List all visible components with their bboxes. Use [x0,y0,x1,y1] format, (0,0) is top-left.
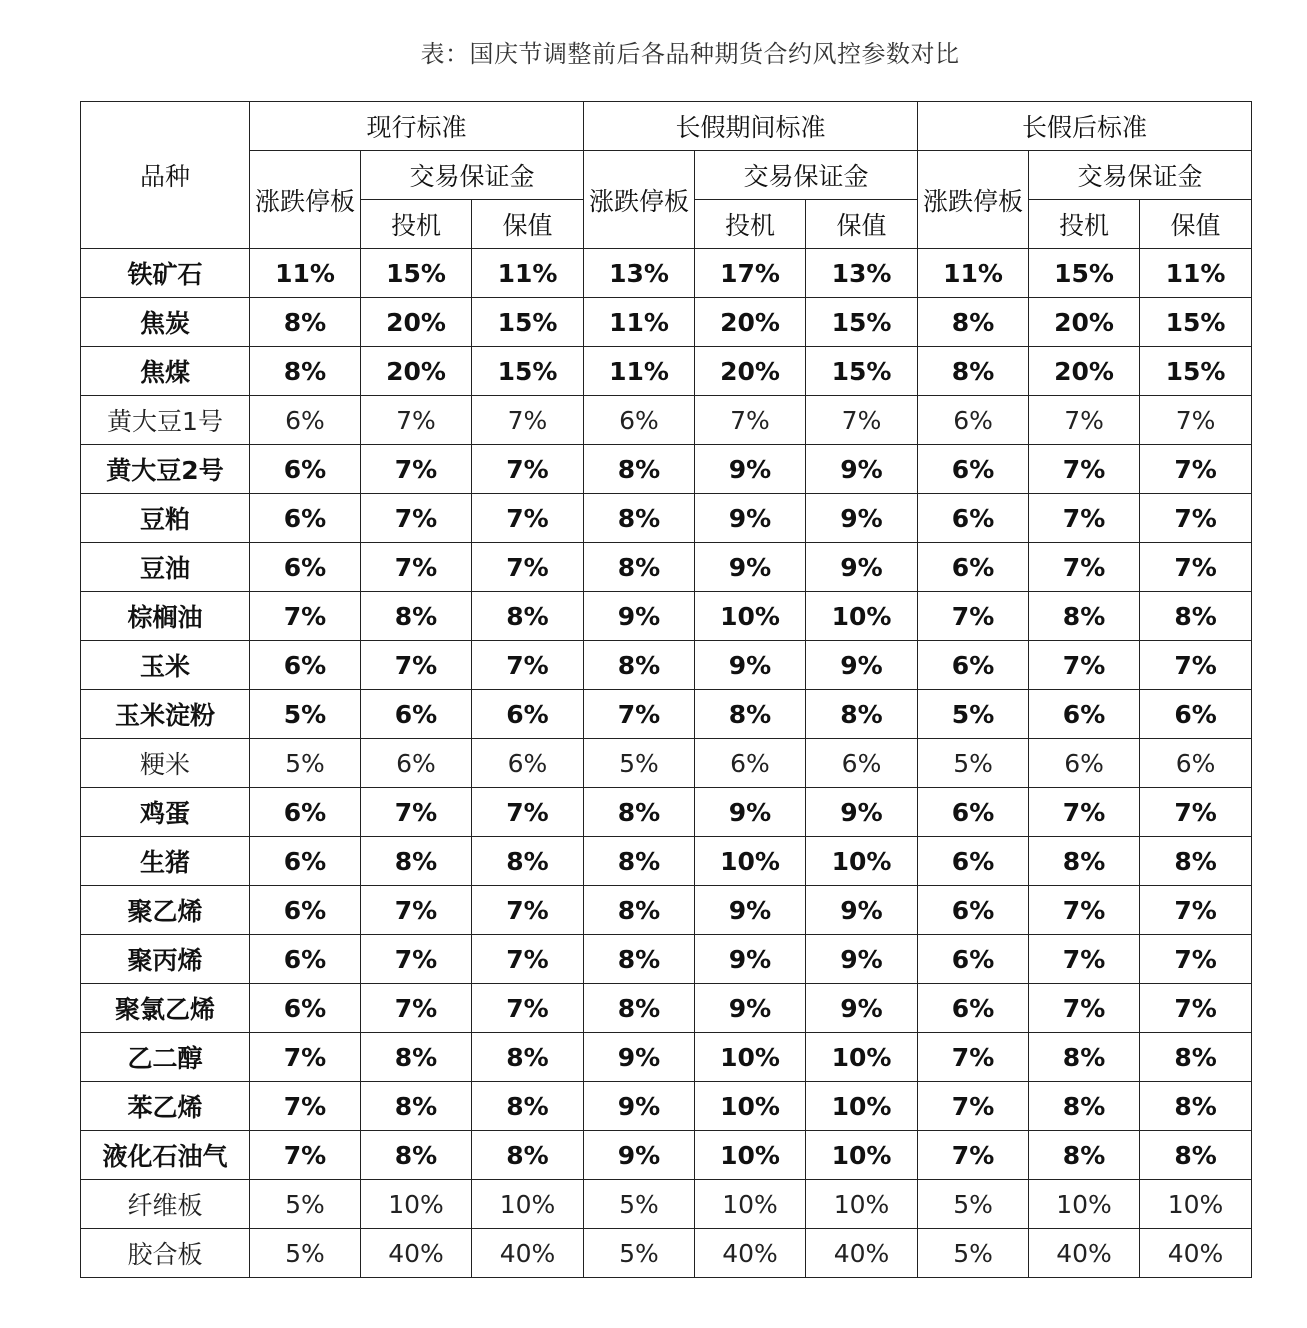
header-group-holiday: 长假期间标准 [584,102,918,151]
table-row [81,1033,1252,1082]
value-cell: 15% [1140,298,1252,347]
variety-name: 聚乙烯 [81,886,250,935]
value-cell: 7% [472,641,584,690]
value-cell: 7% [1029,494,1140,543]
value-cell: 7% [472,494,584,543]
table-row [81,935,1252,984]
table-row [81,543,1252,592]
table-row [81,249,1252,298]
value-cell: 9% [695,788,806,837]
variety-name: 液化石油气 [81,1131,250,1180]
value-cell: 8% [584,935,695,984]
value-cell: 6% [1140,690,1252,739]
value-cell: 9% [806,641,918,690]
table-row [81,984,1252,1033]
value-cell: 11% [918,249,1029,298]
value-cell: 7% [361,543,472,592]
value-cell: 40% [1029,1229,1140,1278]
value-cell: 8% [361,1131,472,1180]
value-cell: 10% [806,1033,918,1082]
value-cell: 10% [472,1180,584,1229]
value-cell: 5% [250,1180,361,1229]
value-cell: 9% [695,641,806,690]
value-cell: 8% [584,984,695,1033]
value-cell: 6% [472,739,584,788]
value-cell: 9% [806,984,918,1033]
value-cell: 15% [1029,249,1140,298]
value-cell: 13% [806,249,918,298]
value-cell: 8% [584,494,695,543]
value-cell: 6% [806,739,918,788]
value-cell: 15% [806,298,918,347]
variety-name: 粳米 [81,739,250,788]
value-cell: 6% [918,543,1029,592]
variety-name: 胶合板 [81,1229,250,1278]
variety-name: 纤维板 [81,1180,250,1229]
variety-name: 乙二醇 [81,1033,250,1082]
value-cell: 7% [361,935,472,984]
value-cell: 8% [584,543,695,592]
value-cell: 20% [1029,298,1140,347]
table-row [81,592,1252,641]
value-cell: 8% [472,592,584,641]
value-cell: 7% [250,1033,361,1082]
variety-name: 铁矿石 [81,249,250,298]
value-cell: 7% [472,984,584,1033]
value-cell: 15% [1140,347,1252,396]
value-cell: 8% [361,592,472,641]
value-cell: 5% [250,1229,361,1278]
variety-name: 生猪 [81,837,250,886]
table-row [81,739,1252,788]
variety-name: 玉米淀粉 [81,690,250,739]
value-cell: 6% [250,445,361,494]
value-cell: 9% [695,886,806,935]
value-cell: 10% [695,1082,806,1131]
value-cell: 7% [250,1131,361,1180]
value-cell: 8% [1029,592,1140,641]
value-cell: 6% [918,837,1029,886]
table-title: 表：国庆节调整前后各品种期货合约风控参数对比 [420,40,960,68]
value-cell: 9% [695,494,806,543]
risk-parameter-table [80,101,1252,1278]
header-margin: 交易保证金 [695,151,918,200]
value-cell: 7% [918,1082,1029,1131]
variety-name: 豆粕 [81,494,250,543]
value-cell: 8% [250,347,361,396]
table-row [81,1229,1252,1278]
value-cell: 11% [1140,249,1252,298]
value-cell: 7% [361,494,472,543]
value-cell: 7% [472,886,584,935]
value-cell: 40% [1140,1229,1252,1278]
value-cell: 7% [361,396,472,445]
header-speculation: 投机 [361,200,472,249]
value-cell: 8% [361,1033,472,1082]
value-cell: 7% [472,788,584,837]
value-cell: 40% [361,1229,472,1278]
variety-name: 焦炭 [81,298,250,347]
header-margin: 交易保证金 [361,151,584,200]
value-cell: 7% [695,396,806,445]
value-cell: 7% [361,886,472,935]
value-cell: 6% [250,837,361,886]
value-cell: 6% [918,788,1029,837]
value-cell: 10% [695,1033,806,1082]
value-cell: 8% [1140,592,1252,641]
value-cell: 10% [1140,1180,1252,1229]
value-cell: 5% [918,690,1029,739]
value-cell: 8% [472,1082,584,1131]
value-cell: 8% [1029,1082,1140,1131]
value-cell: 7% [1029,935,1140,984]
value-cell: 5% [584,1180,695,1229]
value-cell: 9% [806,935,918,984]
value-cell: 10% [1029,1180,1140,1229]
value-cell: 7% [1140,935,1252,984]
value-cell: 5% [918,1180,1029,1229]
table-row [81,396,1252,445]
value-cell: 10% [806,1180,918,1229]
value-cell: 5% [250,739,361,788]
value-cell: 10% [695,1180,806,1229]
value-cell: 5% [918,739,1029,788]
value-cell: 6% [472,690,584,739]
value-cell: 11% [250,249,361,298]
value-cell: 7% [472,445,584,494]
value-cell: 9% [695,445,806,494]
value-cell: 11% [584,347,695,396]
value-cell: 6% [918,494,1029,543]
variety-name: 鸡蛋 [81,788,250,837]
value-cell: 6% [361,690,472,739]
value-cell: 7% [1029,788,1140,837]
value-cell: 6% [918,984,1029,1033]
value-cell: 8% [584,837,695,886]
variety-name: 苯乙烯 [81,1082,250,1131]
header-margin: 交易保证金 [1029,151,1252,200]
value-cell: 8% [472,1033,584,1082]
value-cell: 15% [472,298,584,347]
value-cell: 8% [472,1131,584,1180]
value-cell: 10% [695,592,806,641]
table-row [81,347,1252,396]
value-cell: 7% [1029,543,1140,592]
value-cell: 7% [806,396,918,445]
value-cell: 9% [806,886,918,935]
value-cell: 6% [361,739,472,788]
variety-name: 黄大豆2号 [81,445,250,494]
value-cell: 6% [584,396,695,445]
value-cell: 6% [250,788,361,837]
value-cell: 13% [584,249,695,298]
value-cell: 5% [584,739,695,788]
value-cell: 6% [695,739,806,788]
value-cell: 7% [250,592,361,641]
value-cell: 7% [250,1082,361,1131]
value-cell: 9% [806,494,918,543]
table-row [81,837,1252,886]
value-cell: 9% [584,1082,695,1131]
value-cell: 7% [472,543,584,592]
value-cell: 7% [361,445,472,494]
value-cell: 7% [1140,641,1252,690]
value-cell: 9% [695,935,806,984]
value-cell: 8% [250,298,361,347]
value-cell: 7% [918,592,1029,641]
table-row [81,788,1252,837]
value-cell: 9% [695,543,806,592]
table-row [81,298,1252,347]
value-cell: 6% [1029,690,1140,739]
value-cell: 9% [806,543,918,592]
header-limit: 涨跌停板 [918,151,1029,249]
value-cell: 6% [250,641,361,690]
table-row [81,494,1252,543]
value-cell: 8% [584,788,695,837]
value-cell: 7% [918,1033,1029,1082]
value-cell: 9% [584,592,695,641]
table-row [81,1131,1252,1180]
value-cell: 7% [1140,494,1252,543]
header-hedge: 保值 [472,200,584,249]
value-cell: 10% [806,592,918,641]
value-cell: 8% [1140,1131,1252,1180]
value-cell: 6% [918,641,1029,690]
value-cell: 6% [918,886,1029,935]
value-cell: 7% [1140,396,1252,445]
value-cell: 8% [918,298,1029,347]
value-cell: 8% [1029,837,1140,886]
table-row [81,886,1252,935]
table-row [81,1180,1252,1229]
header-speculation: 投机 [695,200,806,249]
value-cell: 9% [806,445,918,494]
value-cell: 6% [250,543,361,592]
value-cell: 6% [1140,739,1252,788]
value-cell: 5% [918,1229,1029,1278]
value-cell: 10% [695,1131,806,1180]
value-cell: 8% [1140,1082,1252,1131]
value-cell: 6% [250,935,361,984]
value-cell: 10% [806,837,918,886]
value-cell: 15% [472,347,584,396]
value-cell: 40% [695,1229,806,1278]
value-cell: 8% [1140,1033,1252,1082]
value-cell: 8% [584,641,695,690]
variety-name: 聚氯乙烯 [81,984,250,1033]
value-cell: 6% [1029,739,1140,788]
table-row [81,690,1252,739]
value-cell: 8% [361,1082,472,1131]
value-cell: 40% [472,1229,584,1278]
value-cell: 6% [250,984,361,1033]
value-cell: 8% [584,445,695,494]
value-cell: 7% [1029,984,1140,1033]
value-cell: 8% [806,690,918,739]
value-cell: 7% [1029,396,1140,445]
table-row [81,445,1252,494]
header-variety: 品种 [81,102,250,249]
value-cell: 7% [361,788,472,837]
value-cell: 5% [250,690,361,739]
value-cell: 7% [1029,886,1140,935]
value-cell: 8% [584,886,695,935]
value-cell: 7% [472,396,584,445]
value-cell: 15% [806,347,918,396]
value-cell: 7% [918,1131,1029,1180]
value-cell: 8% [472,837,584,886]
value-cell: 7% [584,690,695,739]
header-group-current: 现行标准 [250,102,584,151]
value-cell: 6% [918,935,1029,984]
header-hedge: 保值 [1140,200,1252,249]
value-cell: 10% [806,1082,918,1131]
value-cell: 6% [918,445,1029,494]
value-cell: 7% [361,984,472,1033]
variety-name: 棕榈油 [81,592,250,641]
table-row [81,1082,1252,1131]
value-cell: 11% [584,298,695,347]
value-cell: 20% [1029,347,1140,396]
value-cell: 20% [695,347,806,396]
value-cell: 8% [1029,1033,1140,1082]
value-cell: 9% [584,1131,695,1180]
value-cell: 6% [250,886,361,935]
value-cell: 6% [250,396,361,445]
value-cell: 20% [361,347,472,396]
value-cell: 7% [1140,886,1252,935]
value-cell: 17% [695,249,806,298]
value-cell: 7% [1140,984,1252,1033]
value-cell: 7% [1140,543,1252,592]
value-cell: 15% [361,249,472,298]
value-cell: 7% [1029,445,1140,494]
value-cell: 40% [806,1229,918,1278]
value-cell: 8% [1140,837,1252,886]
value-cell: 10% [806,1131,918,1180]
value-cell: 9% [695,984,806,1033]
value-cell: 20% [695,298,806,347]
variety-name: 豆油 [81,543,250,592]
variety-name: 焦煤 [81,347,250,396]
header-speculation: 投机 [1029,200,1140,249]
value-cell: 11% [472,249,584,298]
value-cell: 8% [695,690,806,739]
value-cell: 8% [1029,1131,1140,1180]
header-hedge: 保值 [806,200,918,249]
variety-name: 玉米 [81,641,250,690]
value-cell: 9% [584,1033,695,1082]
value-cell: 10% [695,837,806,886]
value-cell: 10% [361,1180,472,1229]
header-limit: 涨跌停板 [250,151,361,249]
header-limit: 涨跌停板 [584,151,695,249]
value-cell: 7% [1140,445,1252,494]
value-cell: 20% [361,298,472,347]
table-row [81,641,1252,690]
value-cell: 7% [472,935,584,984]
value-cell: 7% [1029,641,1140,690]
value-cell: 6% [918,396,1029,445]
value-cell: 7% [361,641,472,690]
value-cell: 6% [250,494,361,543]
value-cell: 8% [918,347,1029,396]
value-cell: 8% [361,837,472,886]
variety-name: 聚丙烯 [81,935,250,984]
header-group-after: 长假后标准 [918,102,1252,151]
value-cell: 9% [806,788,918,837]
variety-name: 黄大豆1号 [81,396,250,445]
value-cell: 7% [1140,788,1252,837]
value-cell: 5% [584,1229,695,1278]
